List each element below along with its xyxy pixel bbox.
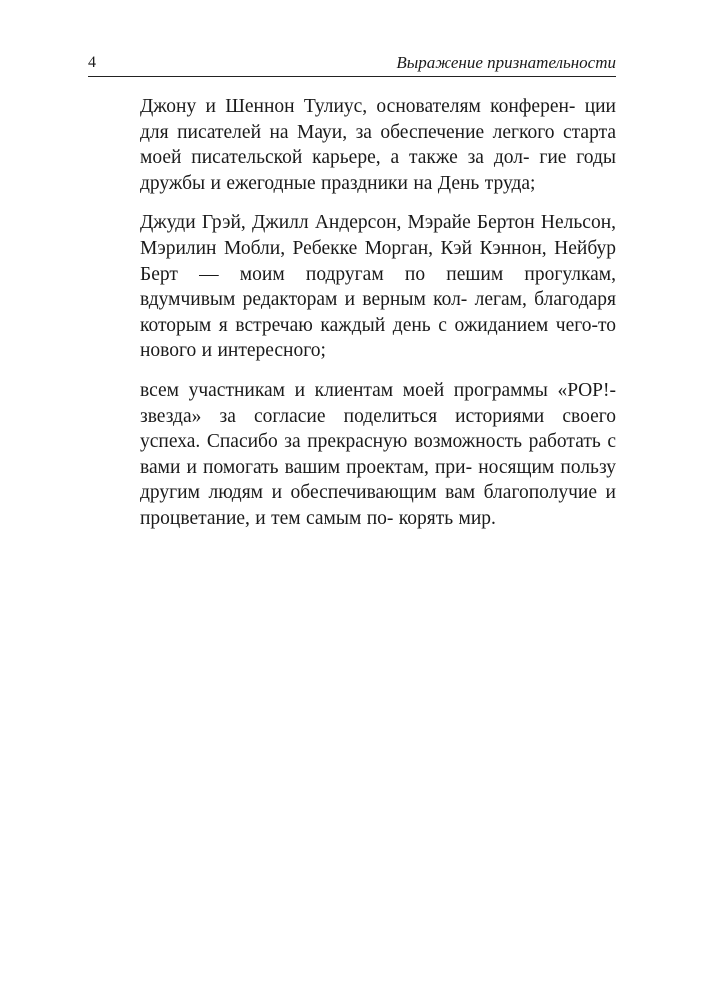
text-line: Нельсон, Мэрилин Мобли, Ребекке Морган, Кэй — [140, 212, 616, 259]
page-body — [140, 94, 616, 546]
text-line: Джону и Шеннон Тулиус, основателям конферен- — [140, 96, 576, 117]
running-title: Выражение признательности — [396, 53, 616, 72]
text-line: Кэннон, Нейбур Берт — моим подругам по пешим — [140, 237, 617, 285]
text-line: «POP!-звезда» за согласие поделиться историями — [140, 379, 617, 427]
text-line: с ожиданием чего-то нового и интересного; — [140, 314, 617, 362]
running-header — [88, 52, 616, 77]
paragraph-tulius — [140, 94, 616, 196]
text-line: работать с вами и помогать вашим проектам, при- — [140, 431, 616, 478]
text-line: легам, благодаря которым я встречаю каждый день — [140, 289, 617, 336]
page-number: 4 — [88, 54, 96, 71]
text-line: своего успеха. Спасибо за прекрасную возможность — [140, 405, 617, 453]
text-line: корять мир. — [398, 507, 496, 529]
text-line: носящим пользу другим людям и обеспечивающим — [140, 456, 616, 504]
text-line: прогулкам, вдумчивым редакторам и верным кол- — [140, 263, 616, 311]
text-line: Джуди Грэй, Джилл Андерсон, Мэрайе Бертон — [140, 212, 535, 234]
paragraph-participants — [140, 378, 616, 532]
text-line: старта моей писательской карьере, а также за дол- — [140, 121, 616, 169]
paragraph-friends — [140, 210, 616, 364]
text-line: вам благополучие и процветание, и тем самым по- — [140, 482, 616, 529]
text-line: труда; — [484, 172, 536, 194]
text-line: ции для писателей на Мауи, за обеспечение легкого — [140, 96, 616, 143]
text-line: всем участникам и клиентам моей программы — [140, 379, 548, 401]
text-line: гие годы дружбы и ежегодные праздники на День — [140, 147, 617, 194]
